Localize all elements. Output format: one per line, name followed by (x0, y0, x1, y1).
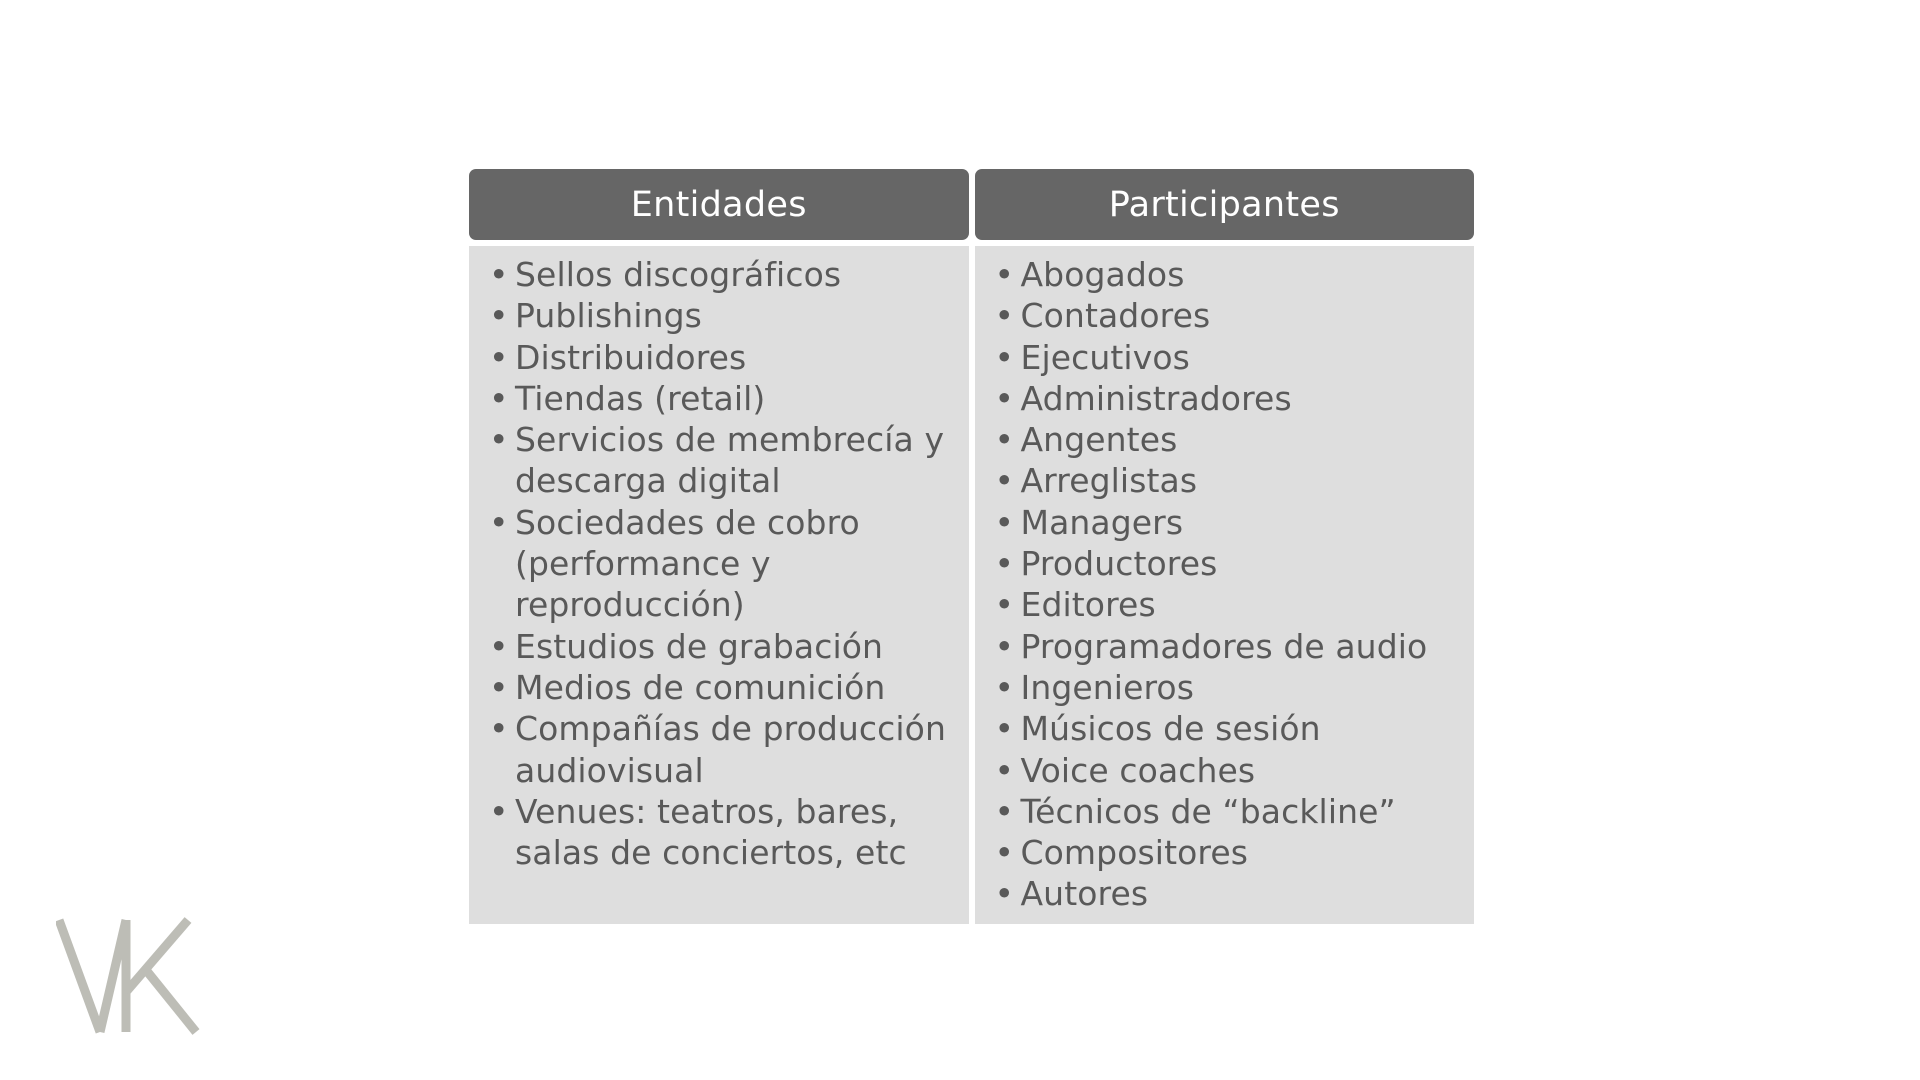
bullet-icon: • (994, 667, 1015, 707)
vk-logo (56, 916, 201, 1036)
list-item-text: Productores (1020, 544, 1218, 584)
bullet-icon: • (489, 502, 509, 542)
bullet-icon: • (994, 750, 1015, 790)
bullet-icon: • (994, 626, 1015, 666)
bullet-icon: • (994, 502, 1015, 542)
list-item-text: Músicos de sesión (1020, 709, 1321, 749)
column-body-entidades (469, 246, 969, 924)
bullet-icon: • (994, 420, 1015, 460)
list-item (993, 337, 1461, 378)
bullet-list-participantes (993, 254, 1461, 915)
list-item (993, 832, 1461, 873)
list-item (993, 791, 1461, 832)
list-item-text: Ejecutivos (1020, 337, 1190, 377)
list-item-text: Publishings (515, 296, 702, 336)
list-item-text: Estudios de grabación (515, 626, 884, 666)
list-item-text: Editores (1020, 585, 1156, 625)
list-item-text: Ingenieros (1020, 667, 1195, 707)
list-item (993, 460, 1461, 501)
list-item (993, 750, 1461, 791)
bullet-list-entidades (487, 254, 955, 873)
list-item (993, 708, 1461, 749)
column-participantes (975, 169, 1475, 924)
list-item-text: Administradores (1020, 378, 1292, 418)
bullet-icon: • (489, 626, 509, 666)
bullet-icon: • (994, 874, 1015, 914)
vk-logo-mark (59, 920, 196, 1032)
list-item (993, 502, 1461, 543)
list-item-text: Distribuidores (515, 337, 747, 377)
list-item (487, 337, 955, 378)
list-item (993, 419, 1461, 460)
column-header-participantes: Participantes (975, 169, 1475, 240)
list-item (487, 254, 955, 295)
bullet-icon: • (994, 337, 1015, 377)
list-item-text: Compañías de producción audiovisual (515, 709, 946, 790)
list-item-text: Venues: teatros, bares, salas de conciertos, etc (515, 791, 907, 873)
list-item-text: Abogados (1020, 255, 1185, 294)
list-item (993, 378, 1461, 419)
column-entidades (469, 169, 969, 924)
bullet-icon: • (994, 791, 1015, 831)
bullet-icon: • (994, 378, 1015, 418)
list-item (487, 626, 955, 667)
list-item (487, 378, 955, 419)
list-item (487, 791, 955, 874)
list-item (993, 667, 1461, 708)
column-body-participantes (975, 246, 1475, 924)
list-item (993, 584, 1461, 625)
list-item (993, 626, 1461, 667)
list-item-text: Programadores de audio (1020, 626, 1428, 666)
bullet-icon: • (489, 791, 509, 831)
list-item (487, 667, 955, 708)
list-item-text: Contadores (1020, 296, 1211, 336)
list-item (487, 295, 955, 336)
column-header-entidades: Entidades (469, 169, 969, 240)
bullet-icon: • (489, 420, 509, 460)
bullet-icon: • (994, 544, 1015, 584)
list-item-text: Compositores (1020, 833, 1249, 873)
bullet-icon: • (994, 585, 1015, 625)
list-item-text: Sociedades de cobro (performance y reproducción) (515, 502, 860, 625)
bullet-icon: • (489, 378, 509, 418)
list-item-text: Medios de comunición (515, 667, 886, 707)
bullet-icon: • (489, 709, 509, 749)
bullet-icon: • (489, 337, 509, 377)
list-item-text: Servicios de membrecía y descarga digital (515, 420, 945, 501)
list-item-text: Sellos discográficos (515, 255, 842, 294)
list-item (993, 543, 1461, 584)
bullet-icon: • (994, 461, 1015, 501)
list-item (993, 295, 1461, 336)
list-item-text: Autores (1020, 874, 1149, 914)
list-item-text: Arreglistas (1020, 461, 1198, 501)
list-item (487, 419, 955, 502)
list-item-text: Tiendas (retail) (515, 378, 766, 418)
list-item (993, 254, 1461, 295)
bullet-icon: • (489, 667, 509, 707)
two-column-table (469, 169, 1474, 924)
list-item (487, 502, 955, 626)
list-item-text: Angentes (1020, 420, 1178, 460)
list-item (487, 708, 955, 791)
bullet-icon: • (994, 833, 1015, 873)
bullet-icon: • (994, 255, 1015, 294)
bullet-icon: • (994, 709, 1015, 749)
bullet-icon: • (489, 296, 509, 336)
bullet-icon: • (994, 296, 1015, 336)
bullet-icon: • (489, 255, 509, 294)
list-item (993, 873, 1461, 914)
list-item-text: Técnicos de “backline” (1020, 791, 1396, 831)
list-item-text: Managers (1020, 502, 1184, 542)
list-item-text: Voice coaches (1020, 750, 1256, 790)
